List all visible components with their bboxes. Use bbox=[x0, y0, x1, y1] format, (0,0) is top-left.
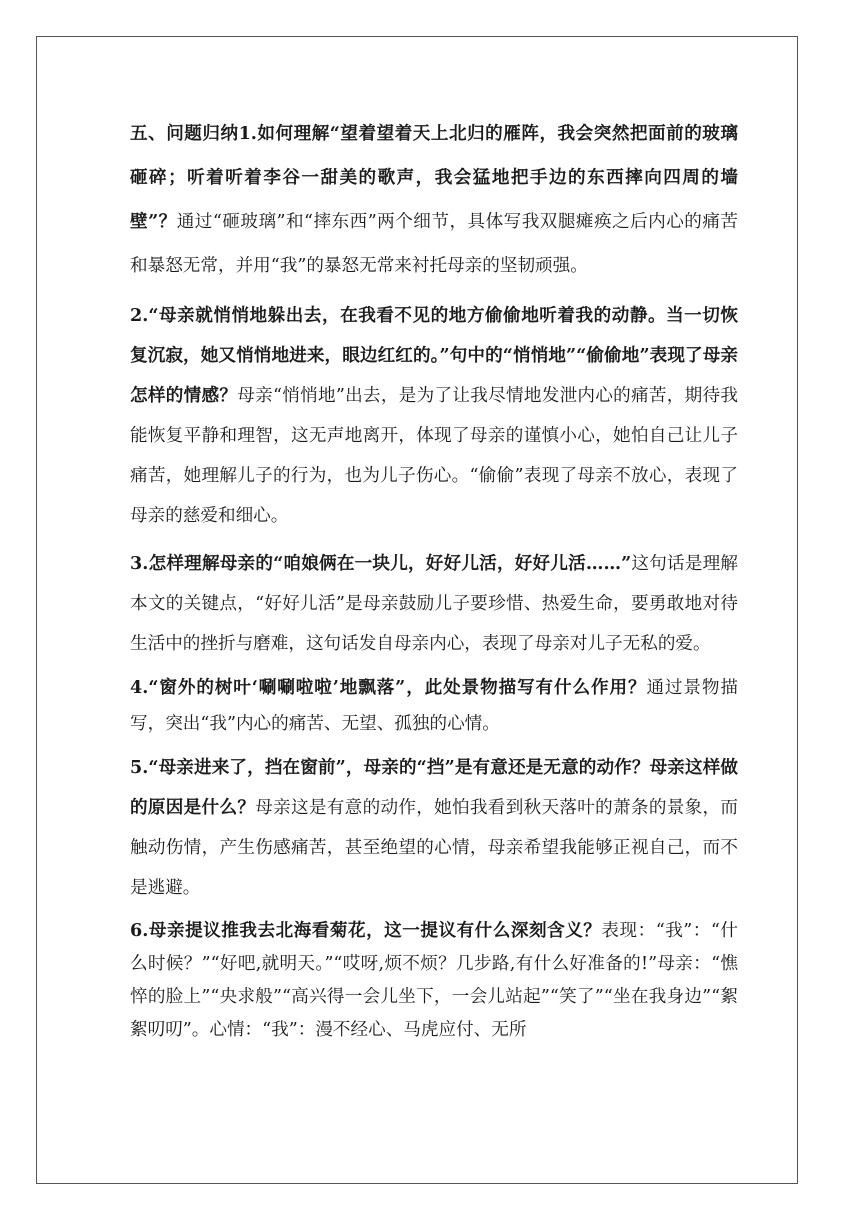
answer-4: 通过景物描写，突出“我”内心的痛苦、无望、孤独的心情。 bbox=[130, 678, 738, 734]
answer-3: 这句话是理解本文的关键点，“好好儿活”是母亲鼓励儿子要珍惜、热爱生命，要勇敢地对待生活中的挫折与磨难，这句话发自母亲内心，表现了母亲对儿子无私的爱。 bbox=[130, 554, 738, 654]
paragraph-2 bbox=[130, 296, 738, 536]
question-4: 4.“窗外的树叶‘唰唰啦啦’地飘落”，此处景物描写有什么作用？ bbox=[130, 677, 647, 698]
paragraph-3 bbox=[130, 544, 738, 664]
question-2: 2.“母亲就悄悄地躲出去，在我看不见的地方偷偷地听着我的动静。当一切恢复沉寂，她又悄悄地进来，眼边红红的。”句中的“悄悄地”“偷偷地”表现了母亲怎样的情感？ bbox=[130, 305, 738, 406]
question-3: 3.怎样理解母亲的“咱娘俩在一块儿，好好儿活，好好儿活……” bbox=[130, 553, 632, 574]
paragraph-4 bbox=[130, 670, 738, 742]
document-body bbox=[130, 112, 738, 1047]
question-1: 五、问题归纳1.如何理解“望着望着天上北归的雁阵，我会突然把面前的玻璃砸碎；听着听着李谷一甜美的歌声，我会猛地把手边的东西摔向四周的墙壁”？ bbox=[130, 123, 738, 232]
answer-6: 表现：“我”：“什么时候？”“好吧,就明天。”“哎呀,烦不烦？几步路,有什么好准备的!”母亲：“憔悴的脸上”“央求般”“高兴得一会儿坐下，一会儿站起”“笑了”“坐在我身边”“絮絮叨叨”。心情：“我”：漫不经心、马虎应付、无所 bbox=[130, 921, 739, 1040]
answer-5: 母亲这是有意的动作，她怕我看到秋天落叶的萧条的景象，而触动伤情，产生伤感痛苦，甚至绝望的心情，母亲希望我能够正视自己，而不是逃避。 bbox=[130, 798, 738, 898]
question-6: 6.母亲提议推我去北海看菊花，这一提议有什么深刻含义？ bbox=[130, 920, 602, 941]
answer-1: 通过“砸玻璃”和“摔东西”两个细节，具体写我双腿瘫痪之后内心的痛苦和暴怒无常，并用“我”的暴怒无常来衬托母亲的坚韧顽强。 bbox=[130, 212, 739, 276]
answer-2: 母亲“悄悄地”出去，是为了让我尽情地发泄内心的痛苦，期待我能恢复平静和理智，这无声地离开，体现了母亲的谨慎小心，她怕自己让儿子痛苦，她理解儿子的行为，也为儿子伤心。“偷偷”表现了母亲不放心，表现了母亲的慈爱和细心。 bbox=[130, 386, 738, 526]
question-5: 5.“母亲进来了，挡在窗前”，母亲的“挡”是有意还是无意的动作？母亲这样做的原因是什么？ bbox=[130, 757, 738, 818]
paragraph-6 bbox=[130, 914, 738, 1047]
paragraph-1 bbox=[130, 112, 738, 288]
paragraph-5 bbox=[130, 748, 738, 908]
